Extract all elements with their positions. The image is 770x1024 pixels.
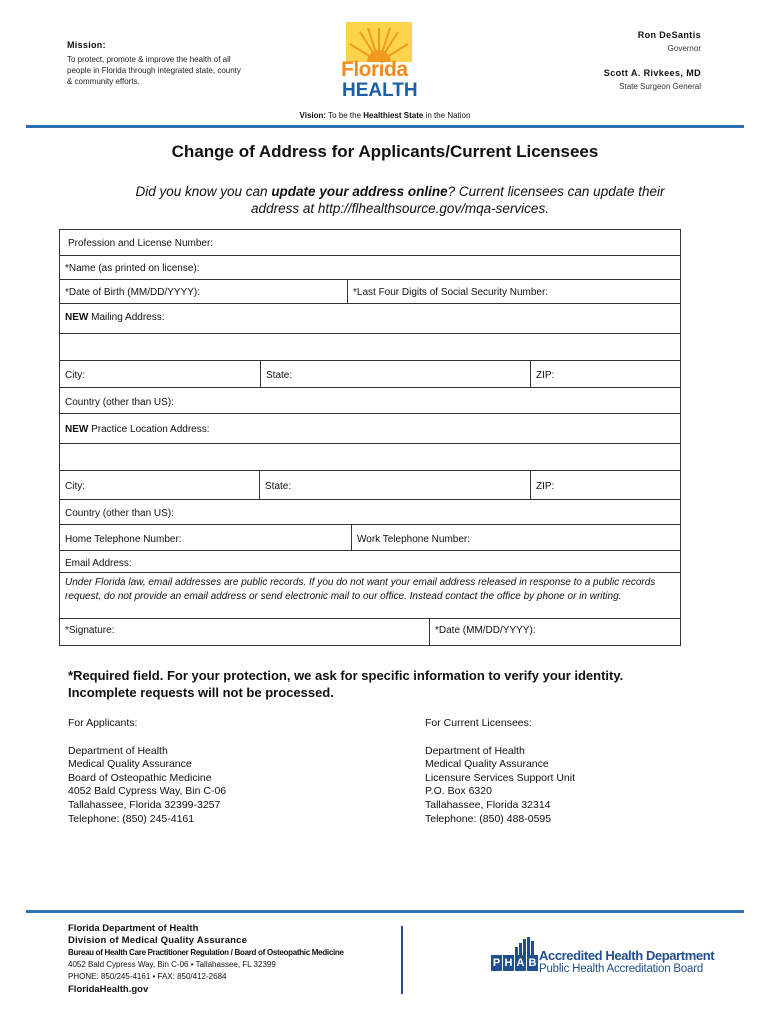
applicants-address — [68, 717, 226, 826]
profession-field[interactable]: Profession and License Number: — [68, 238, 214, 249]
mission-block — [67, 40, 242, 87]
dob-ssn-row — [60, 280, 680, 304]
date-field[interactable]: *Date (MM/DD/YYYY): — [435, 625, 536, 636]
mailing-label-text: Mailing Address: — [88, 312, 165, 323]
page-title: Change of Address for Applicants/Current Licensees — [171, 142, 599, 161]
mailing-country-field[interactable]: Country (other than US): — [65, 397, 174, 408]
phab-letter: H — [504, 957, 513, 969]
footer-contact — [68, 923, 344, 996]
practice-state-field[interactable]: State: — [260, 471, 531, 499]
mailing-label-row — [60, 304, 680, 334]
practice-address-label — [60, 414, 680, 443]
footer-dept: Florida Department of Health — [68, 923, 199, 934]
vision-pre: To be the — [326, 111, 364, 120]
applicants-heading: For Applicants: — [68, 717, 138, 729]
practice-city-row — [60, 471, 680, 500]
name-row — [60, 256, 680, 280]
footer-website-link[interactable]: FloridaHealth.gov — [68, 984, 149, 995]
licensees-line: P.O. Box 6320 — [425, 785, 492, 798]
phab-letter: A — [516, 957, 525, 969]
email-row — [60, 551, 680, 573]
practice-zip-field[interactable]: ZIP: — [536, 481, 555, 492]
phab-logo — [491, 937, 731, 982]
required-note: *Required field. For your protection, we ask for specific information to verify your identity. Incomplete requests will not be processed. — [68, 668, 624, 700]
name-field[interactable]: *Name (as printed on license): — [65, 263, 200, 274]
licensees-line: Department of Health — [425, 744, 525, 757]
licensees-line: Licensure Services Support Unit — [425, 771, 575, 784]
footer-bureau-board: Osteopathic Medicine — [266, 948, 344, 957]
phab-letters — [491, 955, 539, 971]
phab-subtitle: Public Health Accreditation Board — [539, 963, 704, 975]
licensees-address — [425, 717, 575, 826]
intro-post: ? Current licensees can update their address at http://flhealthsource.gov/mqa-services. — [251, 184, 665, 216]
logo-word-florida: Florida — [341, 58, 408, 81]
footer-address: 4052 Bald Cypress Way, Bin C-06 • Tallahassee, FL 32399 — [68, 960, 276, 969]
ssn-field[interactable]: *Last Four Digits of Social Security Number: — [353, 287, 549, 298]
header-divider — [26, 125, 744, 128]
mailing-address-field[interactable] — [60, 334, 680, 360]
home-phone-field[interactable]: Home Telephone Number: — [60, 525, 352, 550]
footer-bureau-pre: Bureau of Health Care Practitioner Regulation / Board of — [68, 948, 267, 957]
footer-bureau — [68, 947, 344, 959]
email-note-row — [60, 573, 680, 619]
practice-label-text: Practice Location Address: — [88, 424, 210, 435]
practice-new-label: NEW — [65, 424, 89, 435]
email-note: Under Florida law, email addresses are public records. If you do not want your email address released in response to a public records request, do not provide an email address or send electronic mail to our office. Instead contact the office by phone or in writing. — [65, 577, 656, 602]
phab-letter: P — [492, 957, 501, 969]
practice-country-row — [60, 500, 680, 525]
profession-row — [60, 230, 680, 256]
licensees-line: Tallahassee, Florida 32314 — [425, 798, 551, 811]
florida-health-logo — [338, 18, 422, 102]
governor-title: Governor — [667, 44, 701, 53]
practice-country-field[interactable]: Country (other than US): — [65, 508, 174, 519]
mailing-zip-field[interactable]: ZIP: — [536, 370, 555, 381]
applicants-line: Tallahassee, Florida 32399-3257 — [68, 798, 221, 811]
applicants-line: Telephone: (850) 245-4161 — [68, 812, 195, 825]
intro-pre: Did you know you can — [135, 184, 272, 199]
signature-field[interactable]: *Signature: — [60, 619, 430, 645]
phab-letter: B — [528, 957, 537, 969]
logo-word-health: HEALTH — [342, 80, 418, 101]
applicants-line: Medical Quality Assurance — [68, 758, 192, 771]
practice-address-field[interactable] — [60, 444, 680, 470]
accreditation-bars-icon — [515, 937, 537, 955]
officials-block — [604, 30, 701, 106]
mailing-address-row — [60, 334, 680, 361]
footer-divider — [26, 910, 744, 913]
vision-bold: Healthiest State — [363, 111, 424, 120]
governor-name: Ron DeSantis — [637, 30, 701, 40]
licensees-line: Telephone: (850) 488-0595 — [425, 812, 552, 825]
mailing-country-row — [60, 388, 680, 414]
intro-bold: update your address online — [271, 184, 448, 199]
practice-address-row — [60, 444, 680, 471]
address-form — [59, 229, 681, 646]
vision-statement — [0, 111, 770, 120]
intro-text — [130, 183, 670, 217]
mailing-city-row — [60, 361, 680, 388]
mailing-state-field[interactable]: State: — [261, 361, 531, 387]
vision-label: Vision: — [299, 111, 327, 120]
mission-label: Mission: — [67, 40, 106, 50]
signature-row — [60, 619, 680, 645]
phab-title: Accredited Health Department — [539, 948, 715, 963]
surgeon-general-name: Scott A. Rivkees, MD — [603, 68, 701, 78]
surgeon-general-title: State Surgeon General — [619, 82, 701, 91]
licensees-line: Medical Quality Assurance — [425, 758, 549, 771]
footer-vertical-divider — [401, 926, 403, 994]
practice-label-row — [60, 414, 680, 444]
footer-phone: PHONE: 850/245-4161 • FAX: 850/412-2684 — [68, 972, 227, 981]
applicants-line: 4052 Bald Cypress Way, Bin C-06 — [68, 785, 227, 798]
mission-text: To protect, promote & improve the health of all people in Florida through integrated state, county & community efforts. — [67, 55, 241, 86]
email-field[interactable]: Email Address: — [65, 558, 132, 569]
licensees-heading: For Current Licensees: — [425, 717, 532, 729]
phone-row — [60, 525, 680, 551]
work-phone-field[interactable]: Work Telephone Number: — [357, 534, 471, 545]
footer-division: Division of Medical Quality Assurance — [68, 935, 248, 946]
vision-post: in the Nation — [423, 111, 471, 120]
mailing-city-field[interactable]: City: — [60, 361, 261, 387]
applicants-line: Board of Osteopathic Medicine — [68, 771, 212, 784]
mailing-new-label: NEW — [65, 312, 89, 323]
practice-city-field[interactable]: City: — [60, 471, 260, 499]
applicants-line: Department of Health — [68, 744, 168, 757]
dob-field[interactable]: *Date of Birth (MM/DD/YYYY): — [60, 280, 348, 303]
mailing-address-label — [60, 304, 680, 333]
